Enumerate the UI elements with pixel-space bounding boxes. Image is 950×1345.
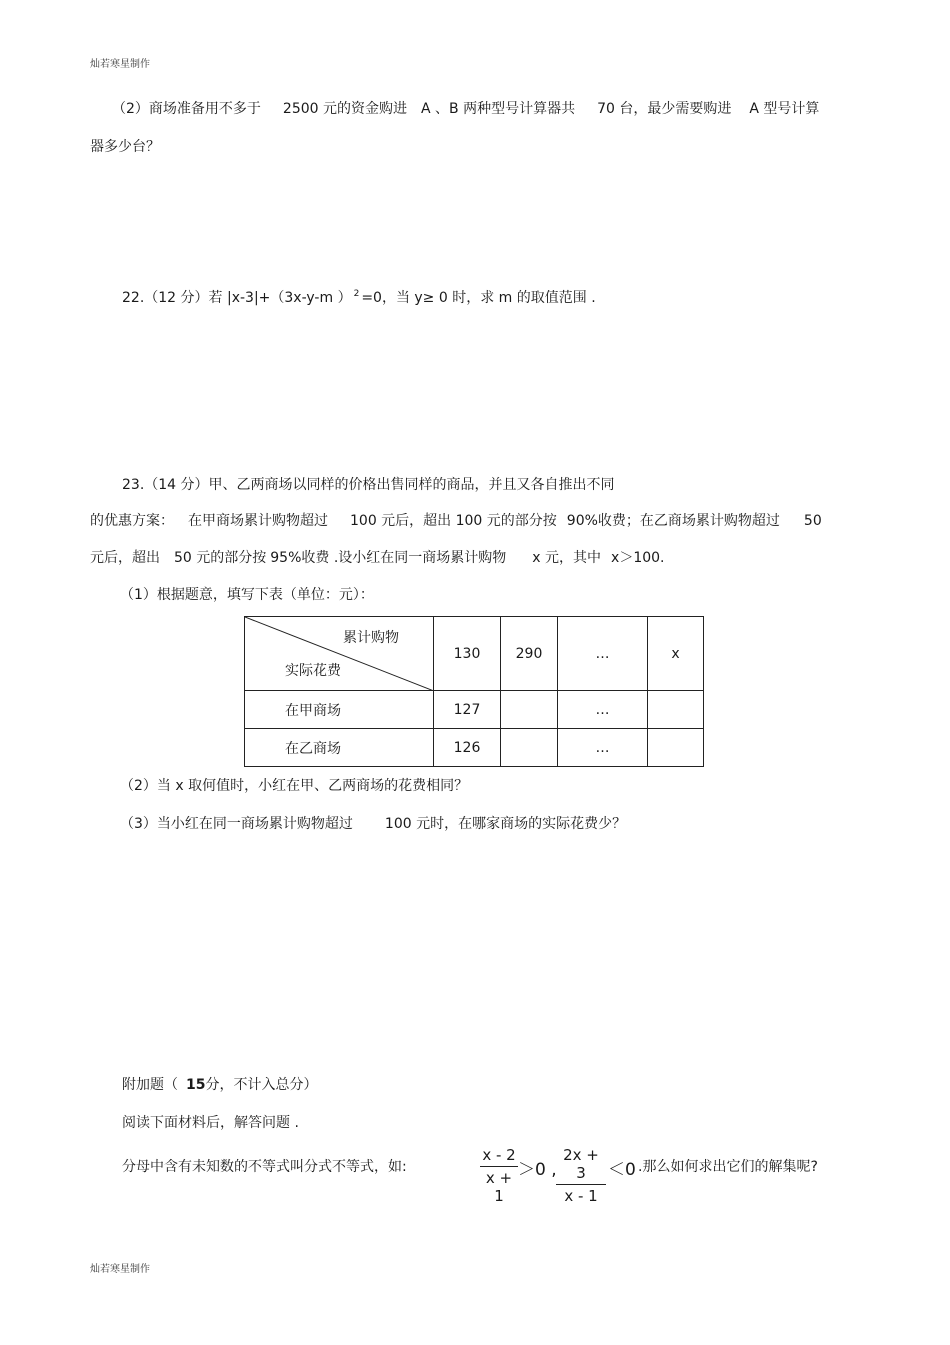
q23-line2 xyxy=(90,511,822,531)
q23-l2-d: 90%收费；在乙商场累计购物超过 xyxy=(566,513,780,529)
q23-l2-c: 100 元后，超出 100 元的部分按 xyxy=(350,513,557,529)
row-label: 在甲商场 xyxy=(245,691,434,729)
bonus-read-line: 阅读下面材料后，解答问题 . xyxy=(122,1115,299,1131)
corner-top-label: 累计购物 xyxy=(343,630,399,646)
column-header: 290 xyxy=(501,617,558,691)
q23-l2-e: 50 xyxy=(803,513,822,529)
price-table xyxy=(244,616,704,767)
less-than-zero: ＜0 xyxy=(608,1160,636,1180)
q23-p3-a: （3）当小红在同一商场累计购物超过 xyxy=(120,816,353,832)
page-footer: 灿若寒星制作 xyxy=(90,1264,150,1275)
bonus-intro: 分母中含有未知数的不等式叫分式不等式，如: xyxy=(122,1159,407,1175)
table-cell[interactable] xyxy=(648,729,704,767)
q21-text-a: （2）商场准备用不多于 xyxy=(112,101,261,117)
fraction-2-numerator: 2x + 3 xyxy=(563,1146,599,1182)
q23-l3-c: 95%收费 .设小红在同一商场累计购物 xyxy=(270,550,507,566)
fraction-2-bar xyxy=(556,1184,606,1185)
q23-l3-a: 元后，超出 xyxy=(90,550,160,566)
q21-text-c: A 、B 两种型号计算器共 xyxy=(421,101,576,117)
bonus-title-post: 分，不计入总分） xyxy=(205,1077,318,1093)
table-cell[interactable] xyxy=(648,691,704,729)
q23-part1: （1）根据题意，填写下表（单位：元）： xyxy=(120,587,374,603)
table-cell[interactable]: 127 xyxy=(434,691,501,729)
bonus-points: 15 xyxy=(186,1077,206,1093)
q23-l2-b: 在甲商场累计购物超过 xyxy=(188,513,328,529)
fraction-2-denominator: x - 1 xyxy=(564,1187,598,1205)
table-cell: … xyxy=(558,729,648,767)
q21-part2-line1 xyxy=(112,99,819,119)
column-header: … xyxy=(558,617,648,691)
q21-text-d: 70 台，最少需要购进 xyxy=(597,101,732,117)
fraction-2 xyxy=(556,1146,606,1205)
column-header: 130 xyxy=(434,617,501,691)
table-header-row xyxy=(245,617,704,691)
q23-p3-b: 100 元时，在哪家商场的实际花费少？ xyxy=(384,816,627,832)
table-row xyxy=(245,691,704,729)
page-header: 灿若寒星制作 xyxy=(90,59,150,70)
q22-before: 22.（12 分）若 |x-3|+（3x-y-m ） xyxy=(122,290,352,306)
table-corner-cell xyxy=(245,617,434,691)
q23-line3 xyxy=(90,548,665,568)
question-22 xyxy=(122,288,596,310)
q22-after: =0，当 y≥ 0 时，求 m 的取值范围 . xyxy=(361,290,596,306)
table-cell: … xyxy=(558,691,648,729)
q23-part3 xyxy=(120,814,626,834)
bonus-title xyxy=(122,1075,317,1095)
table-row xyxy=(245,729,704,767)
q23-line1: 23.（14 分）甲、乙两商场以同样的价格出售同样的商品，并且又各自推出不同 xyxy=(122,477,615,493)
column-header: x xyxy=(648,617,704,691)
bonus-title-pre: 附加题（ xyxy=(122,1077,178,1093)
bonus-tail: .那么如何求出它们的解集呢? xyxy=(638,1159,818,1175)
table-cell[interactable]: 126 xyxy=(434,729,501,767)
fraction-1-denominator: x + 1 xyxy=(485,1169,513,1205)
greater-than-zero: ＞0 , xyxy=(518,1160,557,1180)
q23-l2-a: 的优惠方案： xyxy=(90,513,174,529)
fraction-1 xyxy=(480,1146,518,1205)
q21-text-b: 2500 元的资金购进 xyxy=(282,101,408,117)
fraction-1-bar xyxy=(480,1166,518,1167)
row-label: 在乙商场 xyxy=(245,729,434,767)
table-cell[interactable] xyxy=(501,691,558,729)
q21-text-e: A 型号计算 xyxy=(749,101,820,117)
q23-part2: （2）当 x 取何值时，小红在甲、乙两商场的花费相同？ xyxy=(120,778,469,794)
q23-l3-e: x＞100. xyxy=(611,550,665,566)
q23-l3-d: x 元，其中 xyxy=(532,550,602,566)
q23-l3-b: 50 元的部分按 xyxy=(174,550,267,566)
fraction-1-numerator: x - 2 xyxy=(482,1146,516,1164)
q21-part2-line2: 器多少台？ xyxy=(90,139,160,155)
q22-exponent: 2 xyxy=(353,289,360,299)
table-cell[interactable] xyxy=(501,729,558,767)
corner-bottom-label: 实际花费 xyxy=(285,663,341,679)
